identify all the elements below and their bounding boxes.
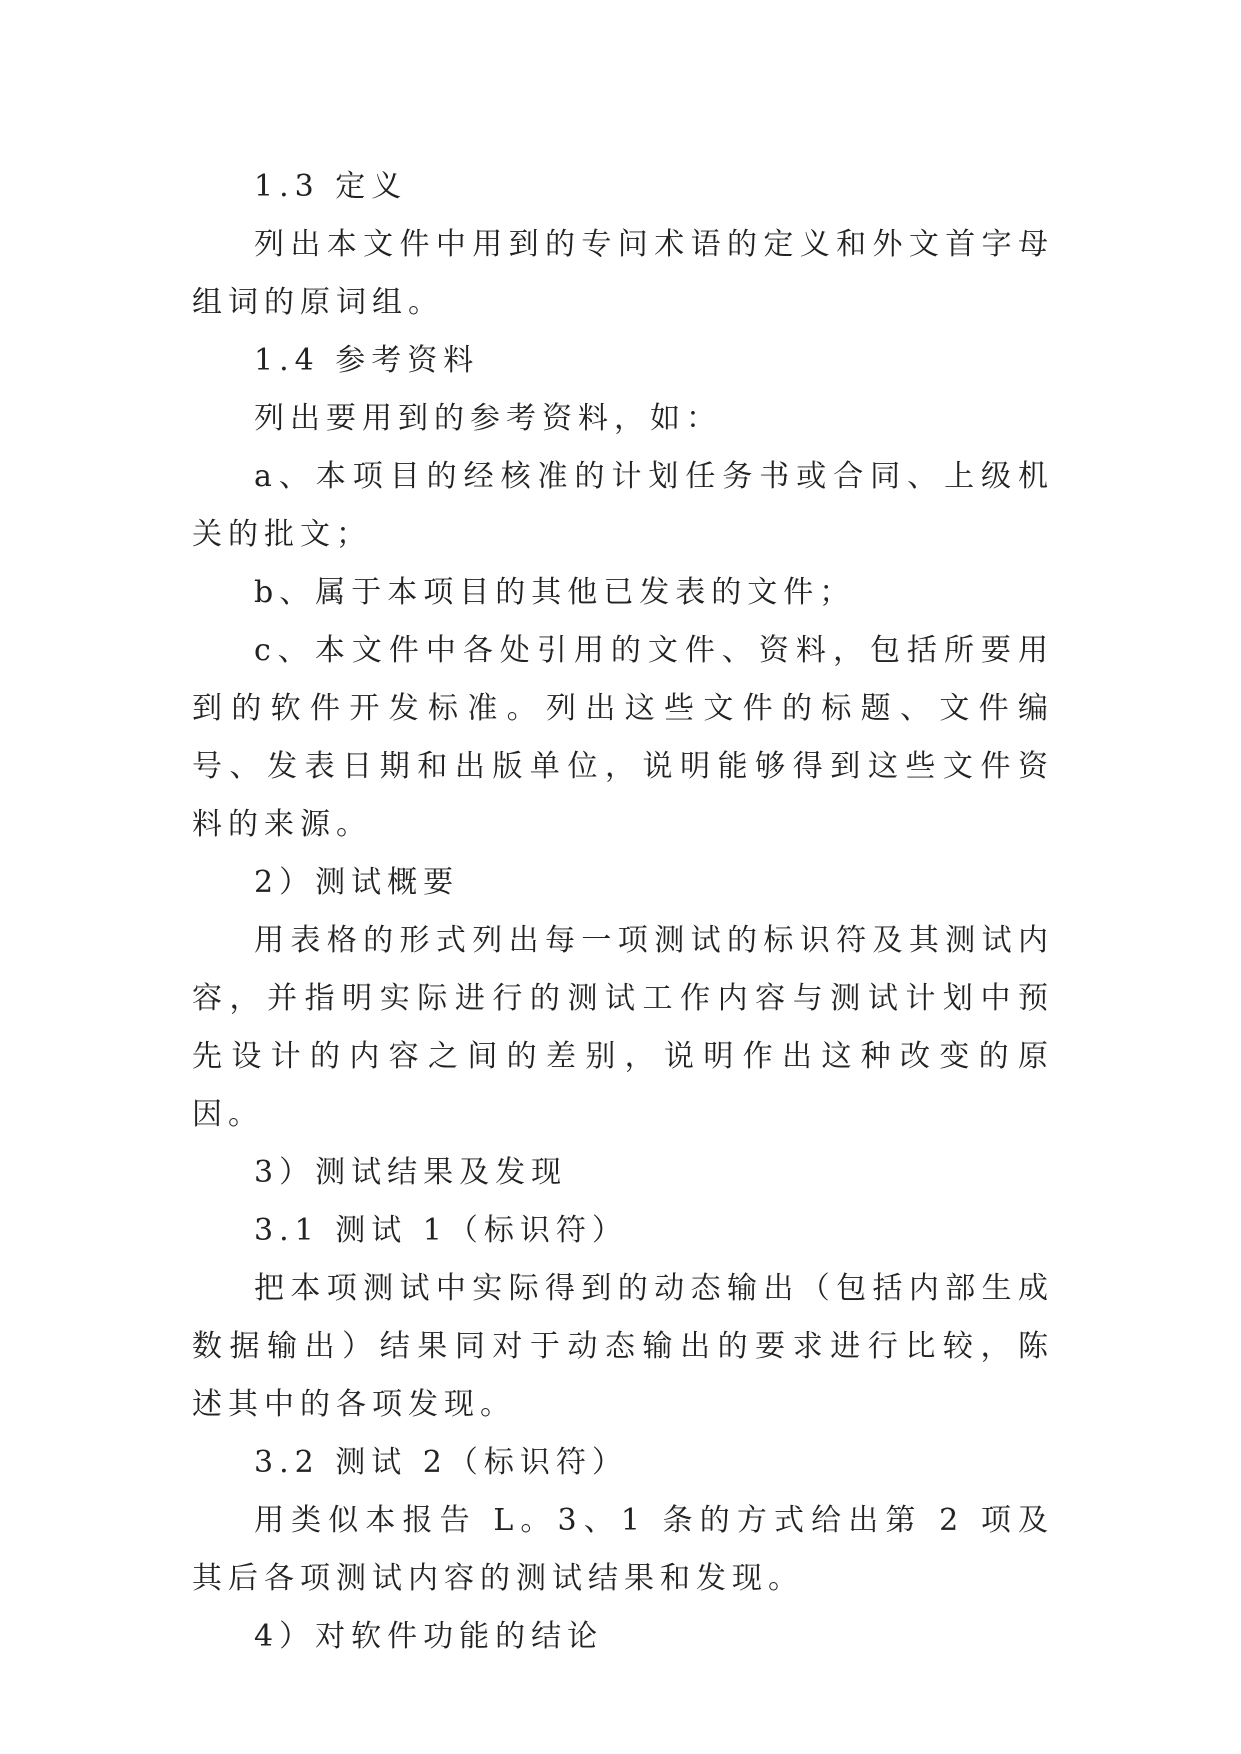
list-item-b: b、属于本项目的其他已发表的文件； xyxy=(254,575,856,610)
paragraph-references-intro: 列出要用到的参考资料，如： xyxy=(254,401,722,436)
paragraph-definition-desc: 列出本文件中用到的专问术语的定义和外文首字母组词的原词组。 xyxy=(192,227,1054,320)
heading-3-results: 3）测试结果及发现 xyxy=(254,1155,568,1190)
document-body xyxy=(192,158,1054,1666)
list-item-a: a、本项目的经核准的计划任务书或合同、上级机关的批文； xyxy=(192,459,1054,552)
heading-4-conclusion: 4）对软件功能的结论 xyxy=(254,1619,604,1654)
list-item-c: c、本文件中各处引用的文件、资料，包括所要用到的软件开发标准。列出这些文件的标题、文件编号、发表日期和出版单位，说明能够得到这些文件资料的来源。 xyxy=(192,633,1054,842)
paragraph-test-summary: 用表格的形式列出每一项测试的标识符及其测试内容，并指明实际进行的测试工作内容与测试计划中预先设计的内容之间的差别，说明作出这种改变的原因。 xyxy=(192,923,1054,1132)
heading-1-3-definition: 1.3 定义 xyxy=(254,169,408,204)
heading-3-2-test-2: 3.2 测试 2（标识符） xyxy=(254,1445,628,1480)
paragraph-test-2: 用类似本报告 L。3、1 条的方式给出第 2 项及其后各项测试内容的测试结果和发现。 xyxy=(192,1503,1054,1596)
heading-1-4-references: 1.4 参考资料 xyxy=(254,343,480,378)
paragraph-test-1: 把本项测试中实际得到的动态输出（包括内部生成数据输出）结果同对于动态输出的要求进行比较，陈述其中的各项发现。 xyxy=(192,1271,1054,1422)
heading-3-1-test-1: 3.1 测试 1（标识符） xyxy=(254,1213,628,1248)
heading-2-test-summary: 2）测试概要 xyxy=(254,865,460,900)
